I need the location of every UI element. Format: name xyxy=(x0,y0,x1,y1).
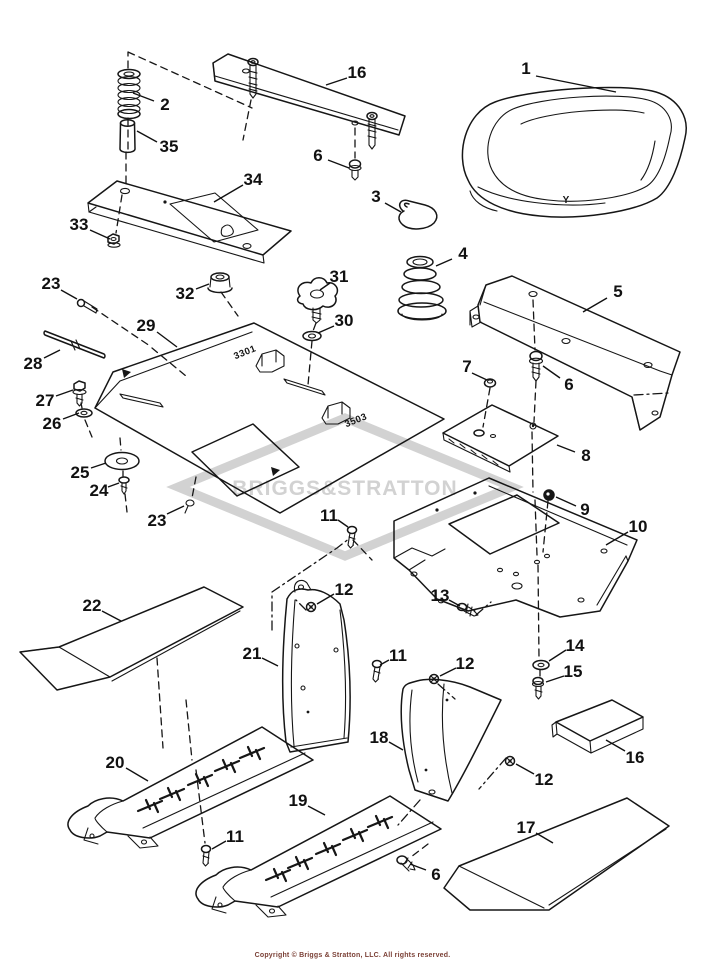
screw-part-24 xyxy=(119,477,129,494)
callout-leader-2 xyxy=(133,93,154,101)
callout-leader-12 xyxy=(440,668,456,676)
part-callout-13: 13 xyxy=(430,586,450,605)
callout-leader-32 xyxy=(196,284,209,289)
callout-leader-34 xyxy=(214,185,243,202)
callout-leader-19 xyxy=(308,806,325,815)
callout-leader-10 xyxy=(606,532,628,545)
watermark-text: BRIGGS&STRATTON xyxy=(232,477,458,500)
callout-leader-25 xyxy=(91,463,106,468)
callout-leader-9 xyxy=(556,497,576,506)
callout-leader-28 xyxy=(44,350,60,358)
part-callout-33: 33 xyxy=(69,215,89,234)
part-callout-6: 6 xyxy=(431,865,441,884)
part-callout-12: 12 xyxy=(534,770,554,789)
callout-leader-27 xyxy=(56,390,73,396)
plate-marking-2: 3503 xyxy=(343,411,369,431)
part-callout-30: 30 xyxy=(334,311,354,330)
part-callout-19: 19 xyxy=(288,791,308,810)
bolt-part-15 xyxy=(533,678,544,700)
nut-part-12a xyxy=(307,603,316,612)
part-callout-4: 4 xyxy=(458,244,468,263)
part-callout-25: 25 xyxy=(70,463,90,482)
callout-leader-14 xyxy=(549,650,566,661)
part-callout-3: 3 xyxy=(371,187,381,206)
bolt-part-11c xyxy=(202,846,211,867)
clamp-part xyxy=(399,200,437,229)
part-callout-28: 28 xyxy=(23,354,43,373)
copyright-text: Copyright © Briggs & Stratton, LLC. All rights reserved. xyxy=(254,952,451,959)
part-callout-15: 15 xyxy=(563,662,583,681)
side-panel-part-21 xyxy=(283,580,350,752)
callout-leader-4 xyxy=(436,259,452,266)
callout-leader-18 xyxy=(389,742,403,750)
push-nut-part xyxy=(544,490,554,500)
part-callout-24: 24 xyxy=(89,481,109,500)
callout-leader-15 xyxy=(546,676,564,682)
assembly-dashed-lines xyxy=(81,52,548,857)
part-callout-9: 9 xyxy=(580,500,590,519)
callout-leader-30 xyxy=(318,326,334,333)
callout-leader-11 xyxy=(212,841,226,849)
part-callout-12: 12 xyxy=(334,580,354,599)
callout-leader-33 xyxy=(90,230,110,239)
callout-leader-31 xyxy=(320,283,330,290)
cover-panel-part xyxy=(20,587,243,690)
part-callout-18: 18 xyxy=(369,728,389,747)
part-callout-14: 14 xyxy=(565,636,585,655)
rear-bracket-part xyxy=(470,276,680,430)
callout-leader-7 xyxy=(472,373,487,380)
bolt-part-11a xyxy=(348,527,357,549)
strip-part-17 xyxy=(444,798,669,910)
callout-leader-3 xyxy=(385,203,401,212)
nut-part-33 xyxy=(108,234,120,247)
bushing-part xyxy=(208,273,232,293)
pad-part-16b xyxy=(552,700,643,753)
callout-leader-23 xyxy=(167,506,184,514)
callout-leader-11 xyxy=(338,520,348,527)
callout-leader-21 xyxy=(262,658,278,666)
part-callout-17: 17 xyxy=(516,818,536,837)
part-callout-10: 10 xyxy=(628,517,648,536)
callout-leader-12 xyxy=(516,764,534,774)
cotter-pin-part xyxy=(78,300,98,314)
callout-leader-24 xyxy=(108,483,119,487)
callout-leader-5 xyxy=(583,298,607,312)
callout-leader-8 xyxy=(557,445,575,452)
part-callout-22: 22 xyxy=(82,596,102,615)
callout-leader-35 xyxy=(137,131,157,142)
part-callout-11: 11 xyxy=(226,827,244,846)
callout-leader-29 xyxy=(157,332,177,347)
bolt-part-11b xyxy=(373,661,382,683)
part-callout-8: 8 xyxy=(581,446,591,465)
callout-leader-23 xyxy=(61,290,77,299)
rubber-boot-part xyxy=(398,257,446,321)
part-callout-31: 31 xyxy=(329,267,349,286)
callout-leader-12 xyxy=(317,594,334,604)
part-callout-32: 32 xyxy=(175,284,195,303)
seat-part xyxy=(462,87,686,217)
washer-part-25 xyxy=(105,453,139,470)
bolt-part-6c xyxy=(397,856,415,871)
part-callout-12: 12 xyxy=(455,654,475,673)
washer-part-14 xyxy=(533,661,549,670)
callout-leader-16 xyxy=(326,78,347,85)
seat-adjust-plate-part xyxy=(213,54,405,149)
part-callout-34: 34 xyxy=(243,170,263,189)
part-callout-21: 21 xyxy=(242,644,262,663)
part-callout-20: 20 xyxy=(105,753,125,772)
part-callout-23: 23 xyxy=(41,274,61,293)
part-callout-27: 27 xyxy=(35,391,55,410)
part-callout-26: 26 xyxy=(42,414,62,433)
part-callout-11: 11 xyxy=(320,506,338,525)
callout-leader-26 xyxy=(63,413,79,419)
part-callout-35: 35 xyxy=(159,137,179,156)
side-panel-part-18 xyxy=(401,679,501,801)
part-callout-2: 2 xyxy=(160,95,170,114)
part-callout-16: 16 xyxy=(347,63,367,82)
plate-marking-1: 3301 xyxy=(232,343,258,363)
callout-leader-22 xyxy=(102,611,121,621)
callout-leader-20 xyxy=(126,768,148,781)
support-bracket-part xyxy=(88,181,291,263)
part-callout-11: 11 xyxy=(389,646,407,665)
part-callout-16: 16 xyxy=(625,748,645,767)
footrest-part-20 xyxy=(68,727,313,848)
callout-leader-1 xyxy=(536,76,616,92)
part-callout-7: 7 xyxy=(462,357,472,376)
callout-layer xyxy=(24,59,648,884)
part-callout-29: 29 xyxy=(136,316,156,335)
part-callout-23: 23 xyxy=(147,511,167,530)
seat-marking: Y xyxy=(562,195,570,206)
bolt-part-6b xyxy=(530,352,543,382)
callout-leader-6 xyxy=(543,366,560,378)
bolt-part-6a xyxy=(349,160,361,180)
callout-leader-6 xyxy=(328,160,349,168)
nut-part-12c xyxy=(506,757,515,766)
part-callout-5: 5 xyxy=(613,282,623,301)
part-callout-6: 6 xyxy=(313,146,323,165)
part-callout-1: 1 xyxy=(521,59,531,78)
bolt-part-27 xyxy=(73,381,86,406)
callout-leader-17 xyxy=(536,833,553,843)
part-callout-6: 6 xyxy=(564,375,574,394)
